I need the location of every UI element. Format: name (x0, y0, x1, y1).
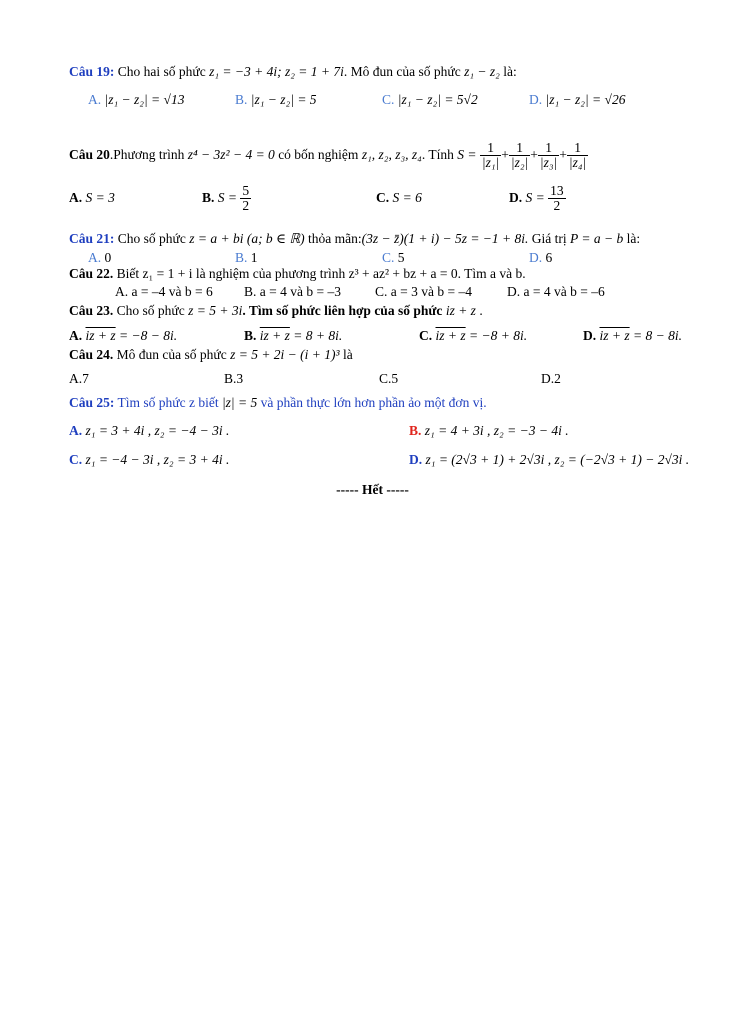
question-label: Câu 19: (69, 64, 115, 79)
question-text: là: (626, 231, 641, 246)
math-expr: (3z − z̄)(1 + i) − 5z = −1 + 8i. (361, 231, 529, 246)
option-a: A. 0 (88, 250, 112, 265)
question-text: có bốn nghiệm (278, 147, 359, 162)
option-a: A.7 (69, 371, 89, 386)
option-c: C. z₁ = −4 − 3i , z₂ = 3 + 4i . (69, 452, 230, 467)
option-a: A. z₁ = 3 + 4i , z₂ = −4 − 3i . (69, 423, 230, 438)
math-expr: z = 5 + 3i (188, 303, 243, 318)
question-text: . Tính (421, 147, 454, 162)
option-a: A. |z₁ − z₂| = √13 (88, 92, 185, 107)
math-expr: z₁ − z₂ (464, 64, 500, 79)
question-text: . Tìm số phức liên hợp của số phức (242, 303, 443, 318)
math-expr: P = a − b (570, 231, 624, 246)
question-label: Câu 24. (69, 347, 114, 362)
question-text: Giá trị (531, 231, 567, 246)
option-a: A. a = –4 và b = 6 (115, 284, 213, 299)
math-expr: |z| = 5 (221, 395, 258, 410)
option-c: C. 5 (382, 250, 405, 265)
fraction: $\frac{1}{\text{|z₁|}}$ (481, 140, 500, 171)
question-20: Câu 20.Phương trình z⁴ − 3z² − 4 = 0 có bốn nghiệm z₁, z₂, z₃, z₄. Tính S = $\frac{1}{\text{|z₁|}}$ + $\frac{1}{\text{|z₂|}}$ + $\frac{1}{\text{|z₃|}}$ + $\frac{1}{\text{|z₄|}}$ (69, 140, 587, 171)
option-b: B. 1 (235, 250, 258, 265)
option-a: A. S = 3 (69, 190, 115, 205)
option-c: C.5 (379, 371, 399, 386)
question-22 (69, 266, 526, 282)
question-label: Câu 23. (69, 303, 114, 318)
question-text: Cho số phức (117, 231, 186, 246)
question-21 (69, 231, 640, 247)
question-text: Cho hai số phức (117, 64, 206, 79)
question-label: Câu 22. (69, 266, 114, 281)
end-marker: ----- Hết ----- (336, 482, 409, 497)
option-c: C. S = 6 (376, 190, 422, 205)
option-b: B. z₁ = 4 + 3i , z₂ = −3 − 4i . (409, 423, 569, 438)
question-19 (69, 64, 517, 80)
question-text: . Mô đun của số phức (343, 64, 461, 79)
option-d: D. S = $\frac{13}{2}$ (509, 183, 564, 214)
option-c: C. iz + z = −8 + 8i. (419, 328, 528, 343)
question-label: Câu 25: (69, 395, 115, 410)
option-b: B. |z₁ − z₂| = 5 (235, 92, 317, 107)
question-text: là: (503, 64, 517, 79)
option-b: B.3 (224, 371, 244, 386)
sum-lhs: S = (457, 147, 477, 162)
question-text: Biết z₁ = 1 + i là nghiệm của phương trình z³ + az² + bz + a = 0. Tìm a và b. (116, 266, 526, 281)
question-25 (69, 395, 487, 411)
option-d: D. z₁ = (2√3 + 1) + 2√3i , z₂ = (−2√3 + 1) − 2√3i . (409, 452, 690, 467)
question-text: Mô đun của số phức (116, 347, 227, 362)
option-b: B. S = $\frac{5}{2}$ (202, 183, 250, 214)
question-text: là (342, 347, 353, 362)
math-expr: z = a + bi (a; b ∈ ℝ) (189, 231, 305, 246)
option-c: C. a = 3 và b = –4 (375, 284, 472, 299)
math-expr: z⁴ − 3z² − 4 = 0 (187, 147, 275, 162)
option-d: D. iz + z = 8 − 8i. (583, 328, 682, 343)
option-a: A. iz + z = −8 − 8i. (69, 328, 178, 343)
option-c: C. |z₁ − z₂| = 5√2 (382, 92, 478, 107)
question-text: .Phương trình (109, 147, 185, 162)
question-23 (69, 303, 483, 319)
question-text: và phần thực lớn hơn phần ảo một đơn vị. (260, 395, 487, 410)
fraction: $\frac{1}{\text{|z₃|}}$ (539, 140, 558, 171)
option-d: D. a = 4 và b = –6 (507, 284, 605, 299)
math-expr: z₁, z₂, z₃, z₄ (361, 147, 422, 162)
question-label: Câu 21: (69, 231, 115, 246)
option-b: B. iz + z = 8 + 8i. (244, 328, 343, 343)
question-text: thỏa mãn: (308, 231, 362, 246)
fraction: $\frac{1}{\text{|z₂|}}$ (510, 140, 529, 171)
option-d: D. 6 (529, 250, 553, 265)
math-expr: z₁ = −3 + 4i; z₂ = 1 + 7i (209, 64, 344, 79)
option-d: D.2 (541, 371, 561, 386)
question-text: . (479, 303, 483, 318)
math-expr: iz + z (445, 303, 476, 318)
question-text: Cho số phức (116, 303, 185, 318)
question-label: Câu 20 (69, 147, 110, 162)
question-24 (69, 347, 353, 363)
math-expr: z = 5 + 2i − (i + 1)³ (230, 347, 340, 362)
option-b: B. a = 4 và b = –3 (244, 284, 341, 299)
option-d: D. |z₁ − z₂| = √26 (529, 92, 626, 107)
question-text: Tìm số phức z biết (117, 395, 219, 410)
fraction: $\frac{1}{\text{|z₄|}}$ (568, 140, 587, 171)
